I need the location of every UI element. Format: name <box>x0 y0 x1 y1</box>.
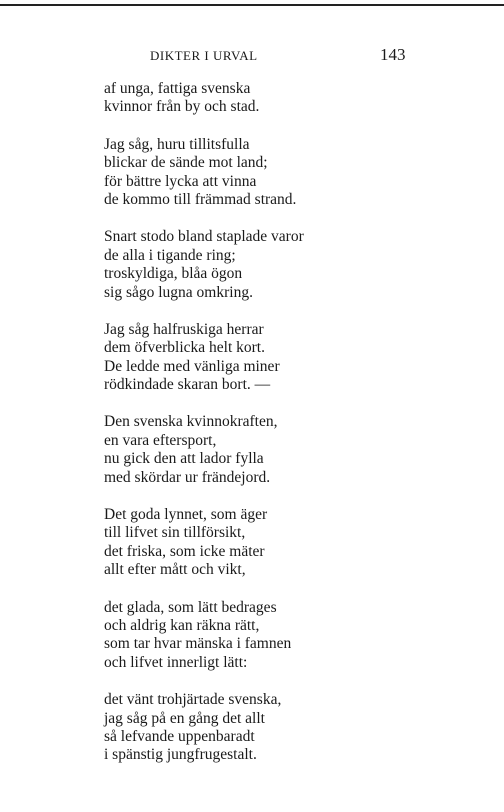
stanza-6 <box>104 506 484 580</box>
top-rule <box>0 4 504 6</box>
stanza-5 <box>104 413 484 487</box>
poem-line: af unga, fattiga svenska <box>104 80 251 97</box>
poem-line: till lifvet sin tillförsikt, <box>104 524 246 542</box>
poem-line: allt efter mått och vikt, <box>104 561 246 579</box>
poem-line: som tar hvar mänska i famnen <box>104 635 292 653</box>
poem-body <box>104 80 484 784</box>
poem-line: sig sågo lugna omkring. <box>104 283 253 301</box>
poem-line: dem öfverblicka helt kort. <box>104 339 265 357</box>
poem-line: det friska, som icke mäter <box>104 542 265 560</box>
poem-line: en vara eftersport, <box>104 431 217 449</box>
poem-line: Jag såg halfruskiga herrar <box>104 320 264 338</box>
poem-line: med skördar ur frändejord. <box>104 468 271 486</box>
running-title: DIKTER I URVAL <box>150 48 258 63</box>
poem-line: i spänstig jungfrugestalt. <box>104 746 257 764</box>
poem-line: så lefvande uppenbaradt <box>104 727 255 745</box>
stanza-2 <box>104 136 484 210</box>
poem-line: Snart stodo bland staplade varor <box>104 228 304 246</box>
poem-line: troskyldiga, blåa ögon <box>104 265 243 283</box>
poem-line: blickar de sände mot land; <box>104 154 268 172</box>
poem-line: nu gick den att lador fylla <box>104 450 264 468</box>
page-number: 143 <box>380 45 406 64</box>
running-head <box>0 45 504 68</box>
poem-line: kvinnor från by och stad. <box>104 98 260 116</box>
poem-line: rödkindade skaran bort. — <box>104 376 271 394</box>
poem-line: och aldrig kan räkna rätt, <box>104 616 260 634</box>
poem-line: de kommo till främmad strand. <box>104 190 297 208</box>
stanza-8 <box>104 691 484 765</box>
poem-line: jag såg på en gång det allt <box>104 709 265 727</box>
stanza-3 <box>104 228 484 302</box>
poem-line: de alla i tigande ring; <box>104 246 236 264</box>
poem-line: det glada, som lätt bedrages <box>104 598 277 616</box>
poem-line: för bättre lycka att vinna <box>104 172 257 190</box>
stanza-7 <box>104 599 484 673</box>
poem-line: Jag såg, huru tillitsfulla <box>104 135 250 153</box>
poem-line: och lifvet innerligt lätt: <box>104 653 248 671</box>
stanza-1 <box>104 80 484 117</box>
poem-line: det vänt trohjärtade svenska, <box>104 691 282 709</box>
poem-line: Den svenska kvinnokraften, <box>104 413 278 431</box>
poem-line: De ledde med vänliga miner <box>104 357 280 375</box>
stanza-4 <box>104 321 484 395</box>
poem-line: Det goda lynnet, som äger <box>104 506 268 524</box>
